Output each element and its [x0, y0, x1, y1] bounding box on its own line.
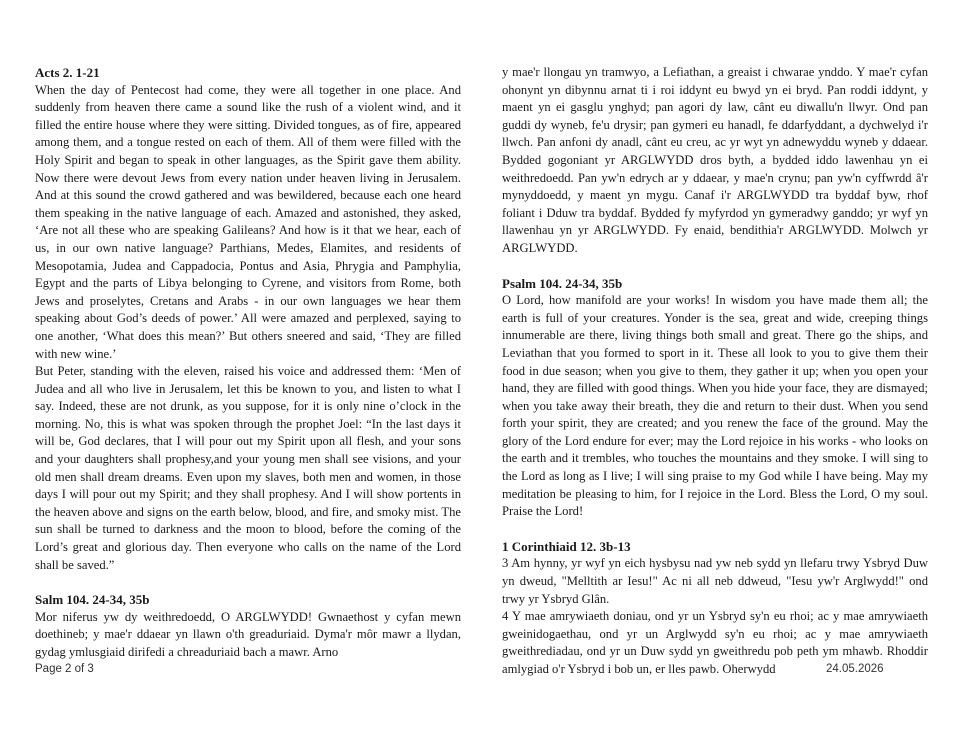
- footer-date: 24.05.2026: [826, 663, 884, 675]
- right-column: [502, 64, 928, 679]
- salm-paragraph-continued: y mae'r llongau yn tramwyo, a Lefiathan, a greaist i chwarae ynddo. Y mae'r cyfan ohonynt yn dibynnu arnat ti i roi iddynt eu bwyd yn ei bryd. Pan roddi iddynt, y maent yn ei gasglu ynghyd; pan agori dy law, cânt eu diwallu'n llwyr. Ond pan guddi dy wyneb, fe'u drysir; pan gymeri eu hanadl, fe ddarfyddant, a dychwelyd i'r llwch. Pan anfoni dy anadl, cânt eu creu, ac yr wyt yn adnewyddu wyneb y ddaear. Bydded gogoniant yr ARGLWYDD dros byth, a bydded iddo lawenhau yn ei weithredoedd. Pan yw'n edrych ar y ddaear, y mae'n crynu; pan yw'n cyffwrdd â'r mynyddoedd, y maent yn mygu. Canaf i'r ARGLWYDD tra byddaf byw, rhof foliant i Dduw tra byddaf. Bydded fy myfyrdod yn gymeradwy ganddo; yr wyf yn llawenhau yn yr ARGLWYDD. Fy enaid, bendithia'r ARGLWYDD. Molwch yr ARGLWYDD.: [502, 65, 928, 255]
- psalm-paragraph: O Lord, how manifold are your works! In wisdom you have made them all; the earth is full of your creatures. Yonder is the sea, great and wide, creeping things innumerable are there, living things both small and great. There go the ships, and Leviathan that you formed to sport in it. These all look to you to give them their food in due season; when you give to them, they gather it up; when you open your hand, they are filled with good things. When you hide your face, they are dismayed; when you take away their breath, they die and return to their dust. When you send forth your spirit, they are created; and you renew the face of the ground. May the glory of the Lord endure for ever; may the Lord rejoice in his works - who looks on the earth and it trembles, who touches the mountains and they smoke. I will sing to the Lord as long as I live; I will sing praise to my God while I have being. May my meditation be pleasing to him, for I rejoice in the Lord. Bless the Lord, O my soul. Praise the Lord!: [502, 293, 928, 519]
- acts-paragraph-1: When the day of Pentecost had come, they were all together in one place. And suddenly from heaven there came a sound like the rush of a violent wind, and it filled the entire house where they were sitting. Divided tongues, as of fire, appeared among them, and a tongue rested on each of them. All of them were filled with the Holy Spirit and began to speak in other languages, as the Spirit gave them ability. Now there were devout Jews from every nation under heaven living in Jerusalem. And at this sound the crowd gathered and was bewildered, because each one heard them speaking in the native language of each. Amazed and astonished, they asked, ‘Are not all these who are speaking Galileans? And how is it that we hear, each of us, in our own native language? Parthians, Medes, Elamites, and residents of Mesopotamia, Judea and Cappadocia, Pontus and Asia, Phrygia and Pamphylia, Egypt and the parts of Libya belonging to Cyrene, and visitors from Rome, both Jews and proselytes, Cretans and Arabs - in our own languages we hear them speaking about God’s deeds of power.’ All were amazed and perplexed, saying to one another, ‘What does this mean?’ But others sneered and said, ‘They are filled with new wine.’: [35, 82, 461, 361]
- acts-heading: Acts 2. 1-21: [35, 65, 100, 80]
- salm-heading: Salm 104. 24-34, 35b: [35, 592, 150, 608]
- acts-paragraph-2: But Peter, standing with the eleven, raised his voice and addressed them: ‘Men of Judea and all who live in Jerusalem, let this be known to you, and listen to what I say. Indeed, these are not drunk, as you suppose, for it is only nine o’clock in the morning. No, this is what was spoken through the prophet Joel: “In the last days it will be, God declares, that I will pour out my Spirit upon all flesh, and your sons and your daughters shall prophesy,and your young men shall see visions, and your old men shall dream dreams. Even upon my slaves, both men and women, in those days I will pour out my Spirit; and they shall prophesy. And I will show portents in the heaven above and signs on the earth below, blood, and fire, and smoky mist. The sun shall be turned to darkness and the moon to blood, before the coming of the Lord’s great and glorious day. Then everyone who calls on the name of the Lord shall be saved.”: [35, 364, 461, 572]
- left-column: [35, 64, 461, 662]
- corinthiaid-heading: 1 Corinthiaid 12. 3b-13: [502, 538, 631, 554]
- salm-paragraph: Mor niferus yw dy weithredoedd, O ARGLWYDD! Gwnaethost y cyfan mewn doethineb; y mae'r ddaear yn llawn o'th greaduriaid. Dyma'r môr mawr a llydan, gydag ymlusgiaid dirifedi a chreaduriaid bach a mawr. Arno: [35, 609, 461, 659]
- corinthiaid-paragraph-1: 3 Am hynny, yr wyf yn eich hysbysu nad yw neb sydd yn llefaru trwy Ysbryd Duw yn dweud, "Melltith ar Iesu!" Ac ni all neb ddweud, "Iesu yw'r Arglwydd!" ond trwy yr Ysbryd Glân.: [502, 556, 928, 606]
- psalm-heading: Psalm 104. 24-34, 35b: [502, 275, 623, 291]
- page-number: Page 2 of 3: [35, 663, 94, 675]
- corinthiaid-paragraph-2: 4 Y mae amrywiaeth doniau, ond yr un Ysbryd sy'n eu rhoi; ac y mae amrywiaeth gweinidogaethau, ond yr un Arglwydd sy'n eu rhoi; ac y mae amrywiaeth gweithrediadau, ond yr un Duw sydd yn gweithredu pob peth ym mhawb. Rhoddir amlygiad o'r Ysbryd i bob un, er lles pawb. Oherwydd: [502, 609, 928, 676]
